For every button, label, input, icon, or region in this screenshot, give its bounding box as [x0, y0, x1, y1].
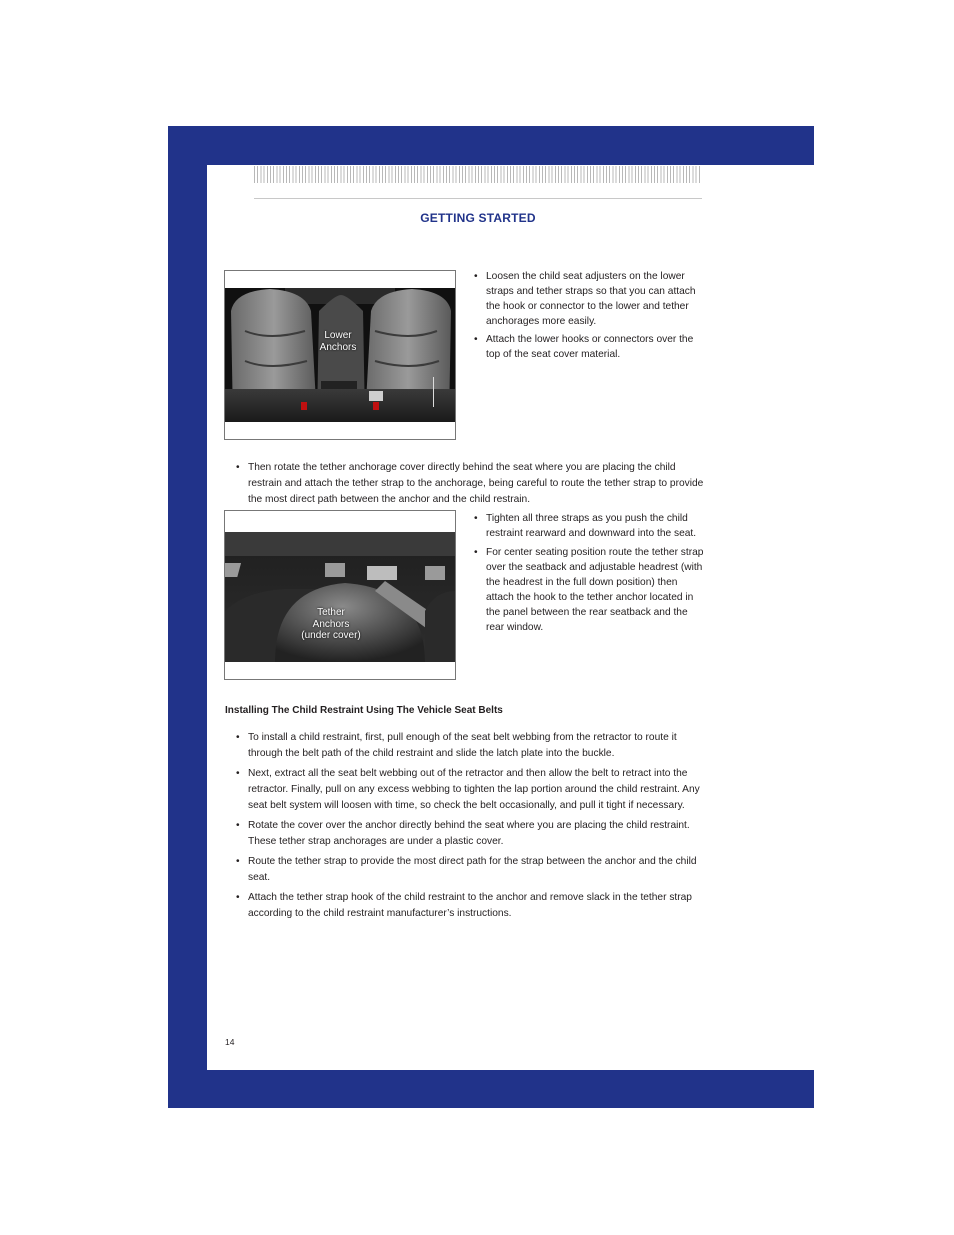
- list-item: • Then rotate the tether anchorage cover directly behind the seat where you are placing the child restrain and attach the tether strap to the anchorage, being careful to route the tether strap to provide the most direct path between the anchor and the child restrain.: [236, 460, 704, 508]
- list-item: • Rotate the cover over the anchor directly behind the seat where you are placing the child restraint. These tether strap anchorages are under a plastic cover.: [236, 818, 704, 850]
- list-item: • Attach the lower hooks or connectors over the top of the seat cover material.: [474, 332, 704, 362]
- header-rule: [254, 198, 702, 199]
- section-title: GETTING STARTED: [420, 211, 536, 225]
- block4-bullet-list: [236, 730, 704, 926]
- tether-anchors-label: [291, 607, 371, 642]
- list-item: • To install a child restraint, first, pull enough of the seat belt webbing from the retractor to route it through the belt path of the child restraint and slide the latch plate into the buckle.: [236, 730, 704, 762]
- lower-anchors-label: [313, 330, 363, 353]
- label-line: Tether: [317, 607, 345, 618]
- lower-anchors-photo: [224, 270, 456, 440]
- block1-bullet-list: [474, 269, 704, 365]
- tether-anchors-photo: [224, 510, 456, 680]
- list-item: • Attach the tether strap hook of the child restraint to the anchor and remove slack in the tether strap according to the child restraint manufacturer’s instructions.: [236, 890, 704, 922]
- label-line: Anchors: [312, 618, 350, 630]
- label-line: Anchors: [319, 341, 357, 353]
- subheading: Installing The Child Restraint Using The Vehicle Seat Belts: [225, 705, 503, 716]
- block3-bullet-list: [474, 511, 704, 639]
- rear-seat-illustration: [225, 271, 455, 439]
- header-tick-bar: [254, 166, 702, 183]
- list-item: • Tighten all three straps as you push the child restraint rearward and downward into the seat.: [474, 511, 704, 541]
- list-item: • Route the tether strap to provide the most direct path for the strap between the anchor and the child seat.: [236, 854, 704, 886]
- list-item: • Loosen the child seat adjusters on the lower straps and tether straps so that you can attach the hook or connector to the lower and tether anchorages more easily.: [474, 269, 704, 329]
- label-line: Lower: [324, 330, 352, 341]
- rear-shelf-illustration: [225, 511, 455, 679]
- page-number: 14: [225, 1037, 235, 1047]
- label-line: (under cover): [301, 630, 361, 641]
- list-item: • For center seating position route the tether strap over the seatback and adjustable headrest (with the headrest in the full down position) then attach the hook to the tether anchor located in the panel between the rear seatback and the rear window.: [474, 545, 704, 635]
- block2-bullet-list: [236, 460, 704, 512]
- list-item: • Next, extract all the seat belt webbing out of the retractor and then allow the belt to retract into the retractor. Finally, pull on any excess webbing to tighten the lap portion around the child restraint. Any seat belt system will loosen with time, so check the belt occasionally, and pull it tight if necessary.: [236, 766, 704, 814]
